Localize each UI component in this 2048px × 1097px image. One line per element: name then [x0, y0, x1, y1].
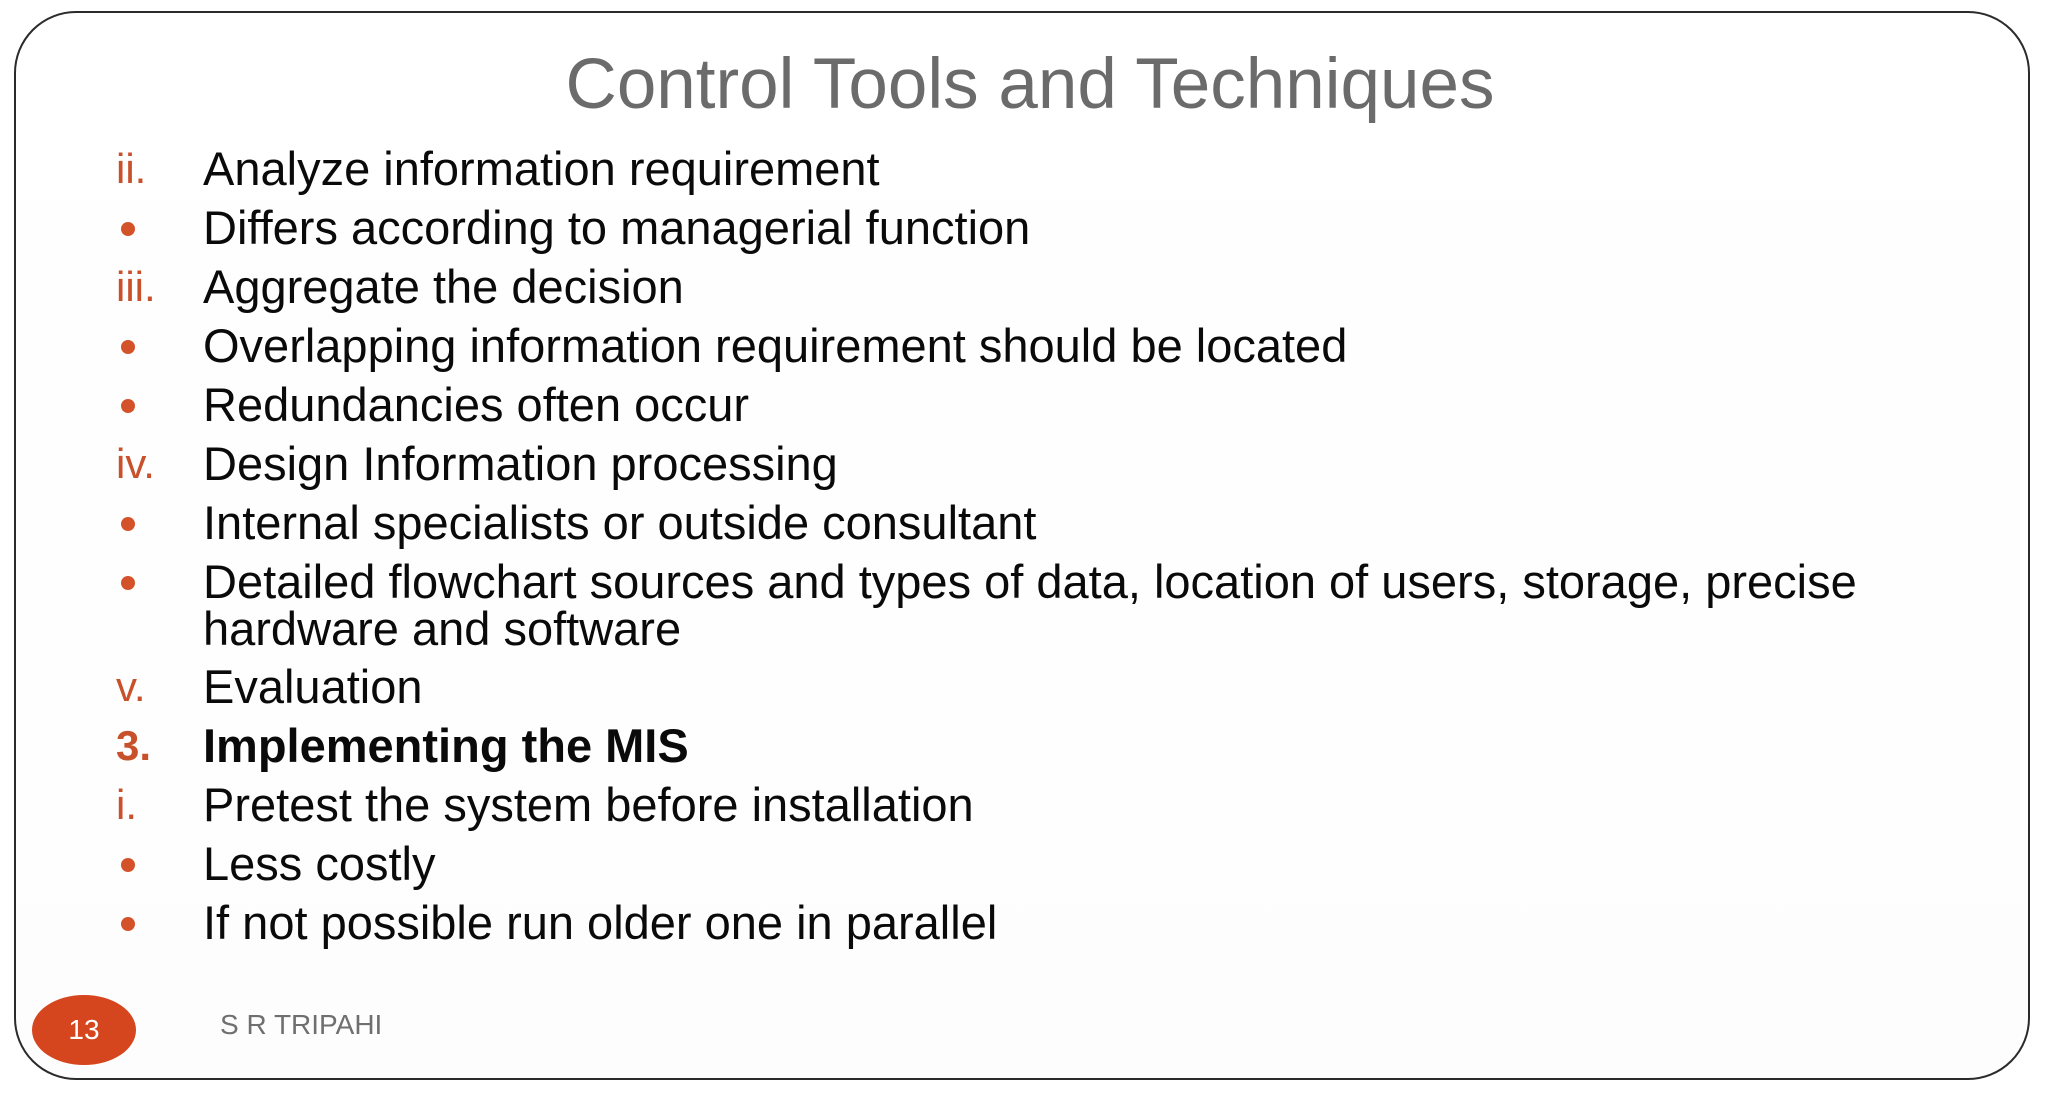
roman-numeral-marker: iv.	[116, 440, 155, 487]
footer-author: S R TRIPAHI	[220, 1009, 383, 1040]
list-item-text: Overlapping information requirement should be located	[203, 319, 1348, 372]
number-marker: 3.	[116, 722, 152, 769]
bullet-icon	[121, 917, 135, 931]
list-item-text: Pretest the system before installation	[203, 778, 974, 831]
roman-numeral-marker: iii.	[116, 263, 156, 310]
list-item-text: Detailed flowchart sources and types of data, location of users, storage, precise hardware and software	[203, 555, 1857, 655]
bullet-icon	[121, 399, 135, 413]
bullet-icon	[121, 222, 135, 236]
list-item-text: Redundancies often occur	[203, 378, 750, 431]
list-item-text: Differs according to managerial function	[203, 201, 1031, 254]
list-item-text: Less costly	[203, 837, 436, 890]
list-item-text: Analyze information requirement	[203, 142, 880, 195]
list-item-text: Internal specialists or outside consultant	[203, 496, 1037, 549]
list-item-text: Design Information processing	[203, 437, 838, 490]
list-item-text: Evaluation	[203, 660, 423, 713]
bullet-icon	[121, 340, 135, 354]
list-item-text: If not possible run older one in parallel	[203, 896, 998, 949]
roman-numeral-marker: ii.	[116, 145, 147, 192]
bullet-icon	[121, 517, 135, 531]
bullet-icon	[121, 858, 135, 872]
page-number-badge: 13	[32, 995, 136, 1065]
list-item-text: Aggregate the decision	[203, 260, 684, 313]
list-item-heading: Implementing the MIS	[203, 719, 689, 772]
roman-numeral-marker: v.	[116, 663, 146, 710]
slide-title: Control Tools and Techniques	[565, 45, 1495, 124]
roman-numeral-marker: i.	[116, 781, 137, 828]
bullet-icon	[121, 576, 135, 590]
